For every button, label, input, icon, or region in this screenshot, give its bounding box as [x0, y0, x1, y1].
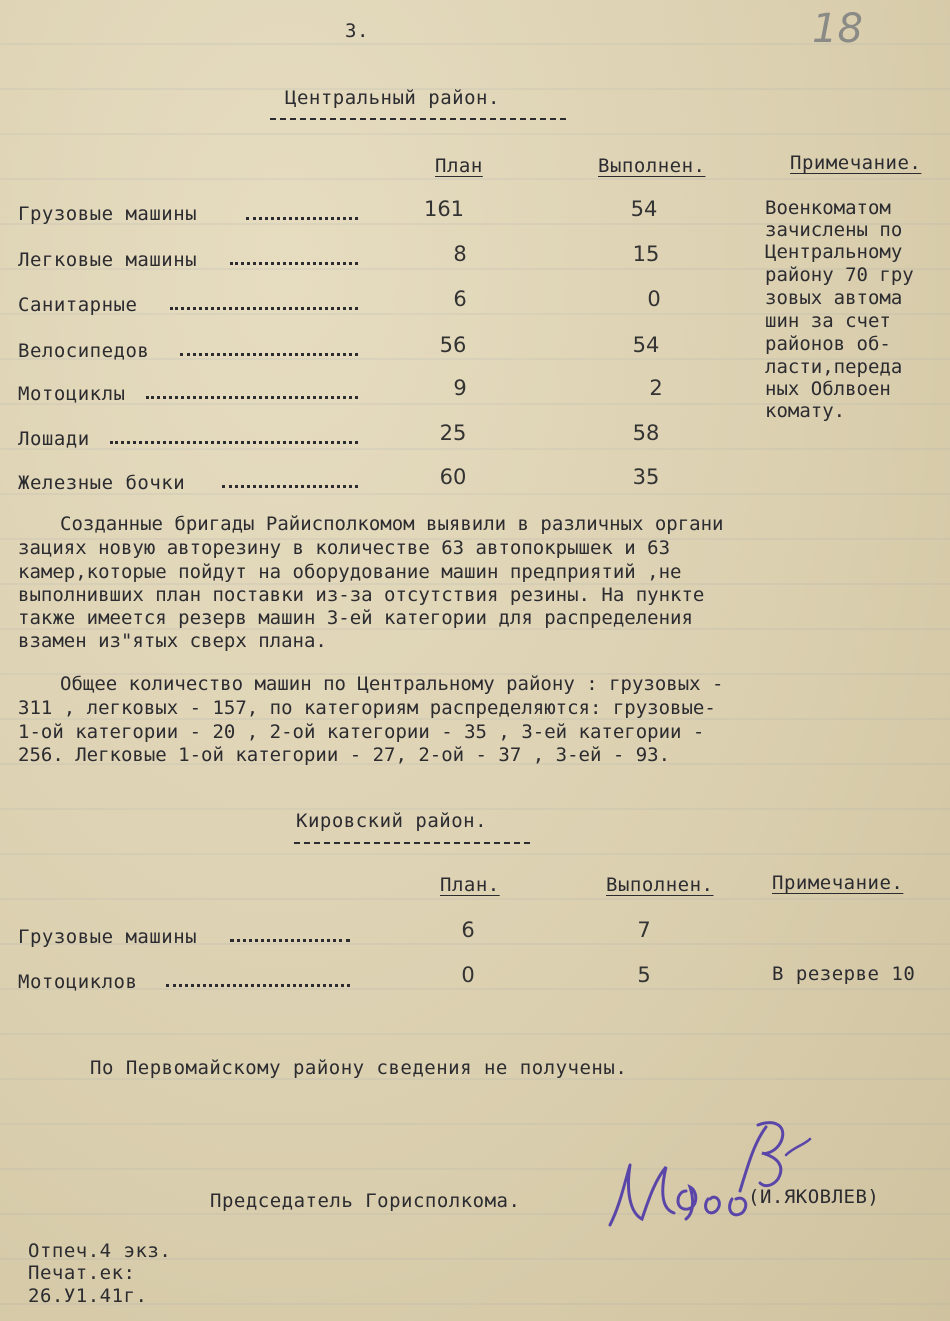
central-note-line: ных Облвоен — [765, 378, 891, 400]
paragraph-line: 256. Легковые 1-ой категории - 27, 2-ой - 37 , 3-ей - 93. — [18, 744, 671, 766]
central-row-plan: 8 — [453, 242, 467, 266]
paragraph-line: взамен из"ятых сверх плана. — [18, 630, 327, 652]
leader-dots — [230, 258, 358, 265]
leader-dots — [230, 935, 350, 942]
leader-dots — [222, 481, 358, 488]
kirov-row-label: Грузовые машины — [18, 926, 198, 948]
leader-dots — [170, 303, 358, 310]
central-note-line: Военкоматом — [765, 197, 891, 219]
kirov-row-plan: 0 — [461, 963, 475, 987]
leader-dots — [180, 349, 358, 356]
central-note-line: зовых автома — [765, 287, 903, 309]
central-row-label: Мотоциклы — [18, 383, 126, 405]
paragraph-line: 1-ой категории - 20 , 2-ой категории - 35 , 3-ей категории - — [18, 721, 705, 743]
signature-position: Председатель Горисполкома. — [210, 1190, 521, 1212]
central-title: Центральный район. — [285, 87, 500, 109]
central-row-label: Велосипедов — [18, 340, 150, 362]
central-row-done: 35 — [632, 465, 660, 489]
central-note-line: ласти,переда — [765, 356, 903, 378]
central-row-plan: 56 — [439, 333, 467, 357]
paragraph-line: зациях новую авторезину в количестве 63 автопокрышек и 63 — [18, 537, 671, 559]
leader-dots — [110, 437, 358, 444]
central-note-line: зачислены по — [765, 219, 903, 241]
central-note-line: Центральному — [765, 241, 903, 263]
central-row-plan: 25 — [439, 421, 467, 445]
central-row-done: 54 — [630, 197, 658, 221]
signature-name: (И.ЯКОВЛЕВ) — [748, 1186, 880, 1208]
kirov-title: Кировский район. — [296, 810, 488, 832]
central-note-line: району 70 гру — [765, 264, 914, 286]
central-note-line: комату. — [765, 400, 846, 422]
paragraph-line: Общее количество машин по Центральному району : грузовых - — [60, 673, 724, 695]
paragraph-line: Созданные бригады Райисполкомом выявили в различных органи — [60, 513, 724, 535]
paragraph-line: выполнивших план поставки из-за отсутствия резины. На пункте — [18, 584, 705, 606]
kirov-row-done: 7 — [637, 918, 651, 942]
paragraph-line: камер,которые пойдут на оборудование машин предприятий ,не — [18, 561, 682, 583]
kirov-row-done: 5 — [637, 963, 651, 987]
central-row-done: 54 — [632, 333, 660, 357]
kirov-col-done: Выполнен. — [606, 874, 714, 896]
central-row-label: Лошади — [18, 428, 90, 450]
central-title-underline — [270, 116, 566, 120]
central-note-line: шин за счет — [765, 310, 891, 332]
central-row-plan: 161 — [423, 197, 465, 221]
paragraph-line: также имеется резерв машин 3-ей категории для распределения — [18, 607, 693, 629]
central-col-plan: План — [435, 155, 483, 177]
central-row-done: 58 — [632, 421, 660, 445]
central-row-done: 0 — [647, 287, 661, 311]
central-row-label: Легковые машины — [18, 249, 198, 271]
kirov-col-plan: План. — [440, 874, 500, 896]
page-number: 3. — [345, 20, 369, 42]
leader-dots — [146, 392, 358, 399]
leader-dots — [166, 980, 350, 987]
footer-typist: Печат.ек: — [28, 1262, 136, 1284]
archive-number: 18 — [812, 6, 863, 52]
paragraph-line: 311 , легковых - 157, по категориям распределяются: грузовые- — [18, 697, 716, 719]
kirov-row-label: Мотоциклов — [18, 971, 138, 993]
central-col-done: Выполнен. — [598, 155, 706, 177]
central-row-label: Железные бочки — [18, 472, 186, 494]
handwritten-signature — [590, 1095, 830, 1245]
central-col-note: Примечание. — [790, 152, 922, 174]
central-row-plan: 6 — [453, 287, 467, 311]
central-row-plan: 9 — [453, 376, 467, 400]
central-row-label: Санитарные — [18, 294, 138, 316]
kirov-title-underline — [294, 840, 530, 844]
central-row-label: Грузовые машины — [18, 203, 198, 225]
footer-date: 26.У1.41г. — [28, 1285, 148, 1307]
leader-dots — [246, 213, 358, 220]
central-row-plan: 60 — [439, 465, 467, 489]
footer-copies: Отпеч.4 экз. — [28, 1240, 172, 1262]
central-row-done: 15 — [632, 242, 660, 266]
central-row-done: 2 — [649, 376, 663, 400]
pervomay-note: По Первомайскому району сведения не получены. — [90, 1057, 628, 1079]
kirov-row-note: В резерве 10 — [772, 963, 916, 985]
central-note-line: районов об- — [765, 333, 891, 355]
kirov-row-plan: 6 — [461, 918, 475, 942]
kirov-col-note: Примечание. — [772, 872, 904, 894]
